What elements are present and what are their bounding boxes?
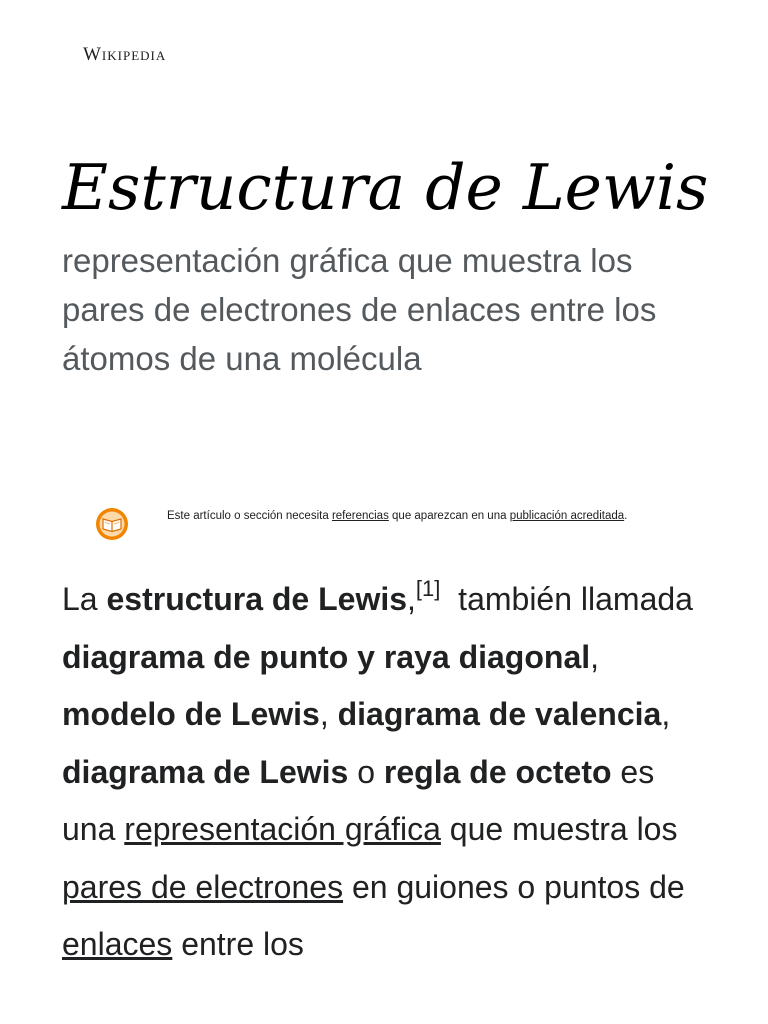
book-warning-icon	[94, 506, 130, 542]
term-modelo-de-lewis: modelo de Lewis	[62, 696, 320, 732]
references-link[interactable]: referencias	[331, 510, 389, 522]
citation-ref-1[interactable]: [1]	[415, 576, 441, 602]
references-notice	[94, 506, 694, 546]
term-diagrama-punto-raya: diagrama de punto y raya diagonal	[62, 638, 591, 675]
reliable-publication-link[interactable]: publicación acreditada	[509, 510, 625, 522]
lead-paragraph: La estructura de Lewis,[1] también llamada diagrama de punto y raya diagonal, modelo de Lewis, diagrama de valencia, diagrama de Lewis o regla de octeto es una representación gráfica que muestra los pares de electrones en guiones o puntos de enlaces entre los	[62, 576, 693, 962]
term-estructura-de-lewis: estructura de Lewis	[106, 581, 408, 617]
notice-text: Este artículo o sección necesita referencias que aparezcan en una publicación acreditada.	[167, 510, 628, 522]
link-representacion-grafica[interactable]: representación gráfica	[124, 811, 441, 847]
term-regla-de-octeto: regla de octeto	[383, 753, 612, 790]
term-diagrama-de-lewis: diagrama de Lewis	[62, 753, 349, 790]
wikipedia-wordmark[interactable]: Wikipedia	[83, 44, 167, 65]
term-diagrama-de-valencia: diagrama de valencia	[337, 696, 662, 732]
link-pares-de-electrones[interactable]: pares de electrones	[62, 868, 344, 905]
article-description: representación gráfica que muestra los pares de electrones de enlaces entre los átomos de una molécula	[62, 242, 657, 377]
page-title: Estructura de Lewis	[62, 151, 709, 224]
link-enlaces[interactable]: enlaces	[62, 926, 173, 962]
